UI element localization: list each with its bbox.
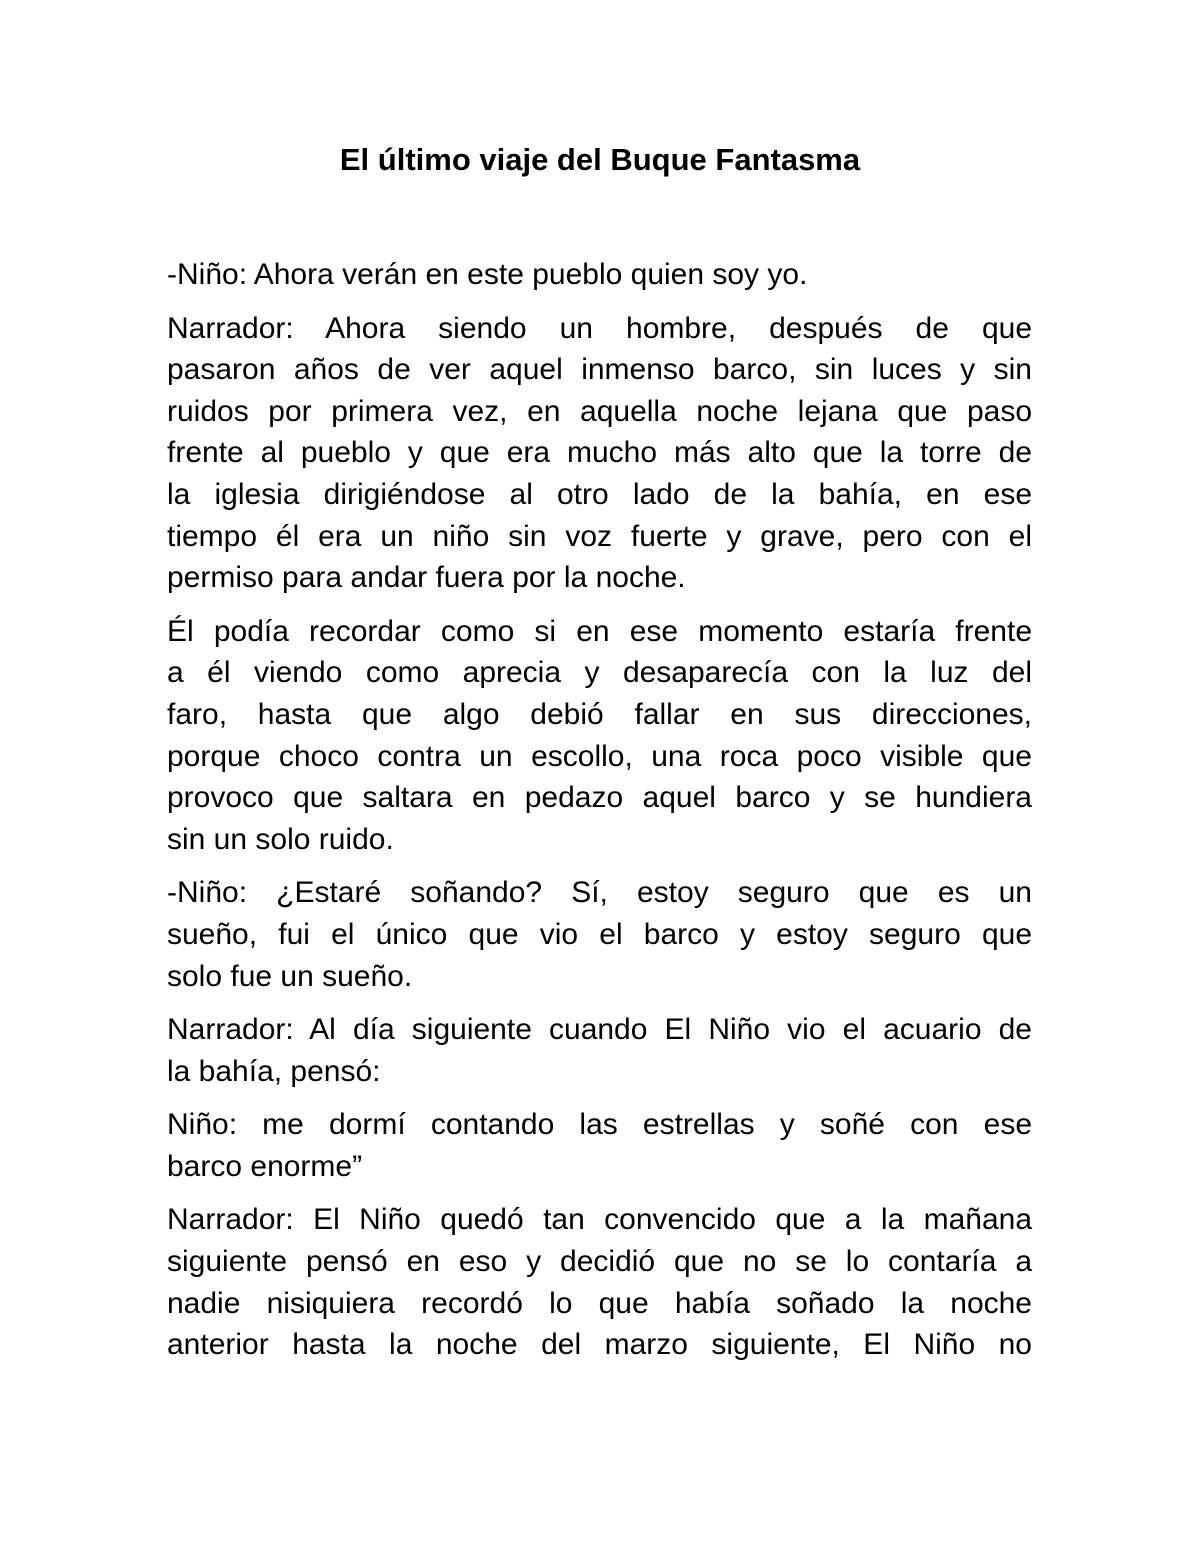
paragraph bbox=[167, 1104, 1032, 1187]
paragraph bbox=[167, 254, 1032, 296]
paragraph bbox=[167, 1009, 1032, 1092]
document-title: El último viaje del Buque Fantasma bbox=[339, 142, 861, 177]
paragraph-line: anterior hasta la noche del marzo siguiente, El Niño no bbox=[167, 1328, 1032, 1362]
paragraph-line: la bahía, pensó: bbox=[167, 1054, 381, 1088]
paragraph-line: Narrador: Al día siguiente cuando El Niño vio el acuario de bbox=[167, 1013, 1032, 1047]
paragraph-line: Niño: me dormí contando las estrellas y soñé con ese bbox=[167, 1108, 1032, 1142]
paragraph-line: provoco que saltara en pedazo aquel barco y se hundiera bbox=[167, 781, 1032, 815]
paragraph-line: Él podía recordar como si en ese momento estaría frente bbox=[167, 614, 1032, 648]
paragraph-line: faro, hasta que algo debió fallar en sus direcciones, bbox=[167, 697, 1032, 731]
paragraph bbox=[167, 1199, 1032, 1365]
paragraph-line: ruidos por primera vez, en aquella noche lejana que paso bbox=[167, 394, 1032, 428]
paragraph-line: sin un solo ruido. bbox=[167, 822, 394, 856]
paragraph-line: porque choco contra un escollo, una roca poco visible que bbox=[167, 739, 1032, 773]
paragraph-line: siguiente pensó en eso y decidió que no se lo contaría a bbox=[167, 1245, 1032, 1279]
paragraph-line: barco enorme” bbox=[167, 1149, 363, 1183]
paragraph bbox=[167, 872, 1032, 997]
paragraph-line: sueño, fui el único que vio el barco y estoy seguro que bbox=[167, 917, 1032, 951]
paragraph bbox=[167, 611, 1032, 861]
paragraph-line: -Niño: ¿Estaré soñando? Sí, estoy seguro que es un bbox=[167, 876, 1032, 910]
paragraph-line: permiso para andar fuera por la noche. bbox=[167, 561, 686, 595]
paragraph-line: a él viendo como aprecia y desaparecía con la luz del bbox=[167, 656, 1032, 690]
paragraph-line: Narrador: El Niño quedó tan convencido que a la mañana bbox=[167, 1203, 1032, 1237]
paragraph-line: solo fue un sueño. bbox=[167, 959, 413, 993]
paragraph-line: frente al pueblo y que era mucho más alto que la torre de bbox=[167, 436, 1032, 470]
paragraph-line: pasaron años de ver aquel inmenso barco, sin luces y sin bbox=[167, 353, 1032, 387]
paragraph-line: -Niño: Ahora verán en este pueblo quien soy yo. bbox=[167, 258, 808, 291]
paragraph-line: tiempo él era un niño sin voz fuerte y grave, pero con el bbox=[167, 519, 1032, 553]
paragraph-line: nadie nisiquiera recordó lo que había soñado la noche bbox=[167, 1286, 1032, 1320]
paragraph-line: Narrador: Ahora siendo un hombre, después de que bbox=[167, 311, 1032, 345]
paragraph-line: la iglesia dirigiéndose al otro lado de la bahía, en ese bbox=[167, 477, 1032, 511]
paragraph bbox=[167, 308, 1032, 599]
document-body bbox=[167, 254, 1032, 1378]
